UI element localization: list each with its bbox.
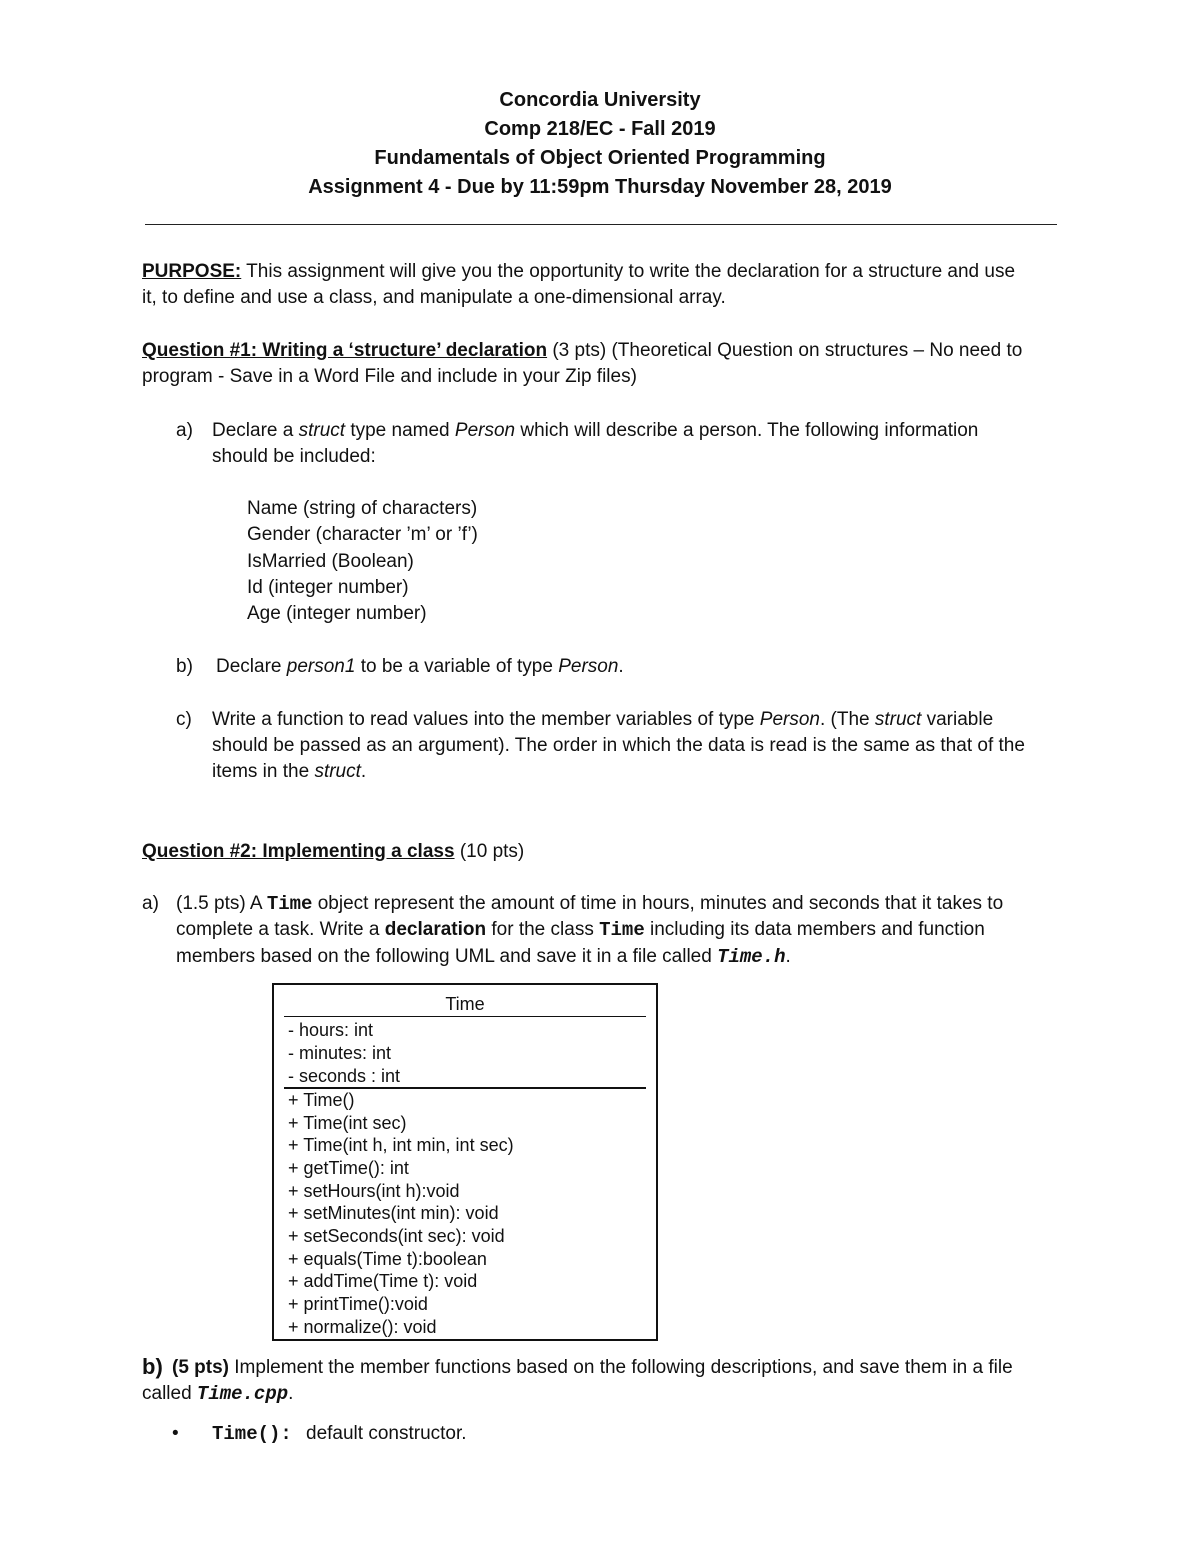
bullet-icon: • [172, 1423, 179, 1444]
uml-method: + setMinutes(int min): void [288, 1203, 499, 1223]
q2b-text: (5 pts) Implement the member functions based on the following descriptions, and save them in a file [172, 1357, 1013, 1378]
field-item: Id (integer number) [247, 577, 409, 598]
field-item: Gender (character ’m’ or ’f’) [247, 524, 478, 545]
document-university: Concordia University [499, 89, 701, 111]
uml-attribute: - hours: int [288, 1020, 374, 1040]
field-item: Age (integer number) [247, 603, 427, 624]
uml-method: + Time() [288, 1090, 355, 1110]
header-divider [145, 224, 1057, 225]
uml-attribute: - seconds : int [288, 1066, 401, 1086]
purpose-line-2: it, to define and use a class, and manipulate a one-dimensional array. [142, 287, 726, 308]
q2b-text-line-2: called Time.cpp. [142, 1383, 294, 1405]
uml-method: + addTime(Time t): void [288, 1271, 478, 1291]
bullet-description: default constructor. [306, 1423, 467, 1444]
bullet-code: Time(): [212, 1423, 292, 1445]
uml-method: + setSeconds(int sec): void [288, 1226, 505, 1246]
document-assignment-title: Assignment 4 - Due by 11:59pm Thursday November 28, 2019 [308, 176, 892, 198]
q1-heading: Question #1: Writing a ‘structure’ declaration (3 pts) (Theoretical Question on structures – No need to [142, 340, 1023, 361]
uml-class-diagram [272, 983, 658, 1341]
uml-method: + printTime():void [288, 1294, 428, 1314]
document-course: Comp 218/EC - Fall 2019 [484, 118, 716, 140]
q2a-marker: a) [142, 893, 159, 914]
uml-method: + setHours(int h):void [288, 1181, 460, 1201]
q1b-marker: b) [176, 656, 193, 677]
q1a-text: Declare a struct type named Person which will describe a person. The following information [212, 420, 979, 441]
q1-title: Question #1: Writing a ‘structure’ declaration [142, 340, 548, 361]
q1c-text-line-2: should be passed as an argument). The order in which the data is read is the same as that of the [212, 735, 1025, 756]
purpose-line-1: PURPOSE: This assignment will give you the opportunity to write the declaration for a structure and use [142, 261, 1016, 282]
uml-method: + normalize(): void [288, 1317, 437, 1337]
q2-title: Question #2: Implementing a class [142, 841, 455, 862]
q1c-marker: c) [176, 709, 192, 730]
q2a-text-line-2: complete a task. Write a declaration for the class Time including its data members and function [176, 919, 985, 941]
q2b-marker: b) [142, 1354, 163, 1379]
uml-method: + equals(Time t):boolean [288, 1249, 487, 1269]
uml-method: + getTime(): int [288, 1158, 409, 1178]
uml-class-name: Time [445, 994, 485, 1014]
purpose-label: PURPOSE: [142, 261, 242, 282]
uml-method: + Time(int sec) [288, 1113, 407, 1133]
uml-divider [284, 1016, 646, 1017]
q2a-text: (1.5 pts) A Time object represent the amount of time in hours, minutes and seconds that it takes to [176, 893, 1004, 915]
uml-attribute: - minutes: int [288, 1043, 392, 1063]
document-subject: Fundamentals of Object Oriented Programming [374, 147, 826, 169]
q1b-text: Declare person1 to be a variable of type Person. [216, 656, 624, 677]
q1a-marker: a) [176, 420, 193, 441]
q1c-text-line-3: items in the struct. [212, 761, 367, 782]
field-item: Name (string of characters) [247, 498, 478, 519]
q1-heading-line-2: program - Save in a Word File and include in your Zip files) [142, 366, 637, 387]
q1a-text-line-2: should be included: [212, 446, 376, 467]
q2a-text-line-3: members based on the following UML and save it in a file called Time.h. [176, 946, 791, 968]
q2-heading: Question #2: Implementing a class (10 pts) [142, 841, 525, 862]
field-item: IsMarried (Boolean) [247, 551, 414, 572]
q1c-text: Write a function to read values into the member variables of type Person. (The struct variable [212, 709, 994, 730]
uml-method: + Time(int h, int min, int sec) [288, 1135, 514, 1155]
